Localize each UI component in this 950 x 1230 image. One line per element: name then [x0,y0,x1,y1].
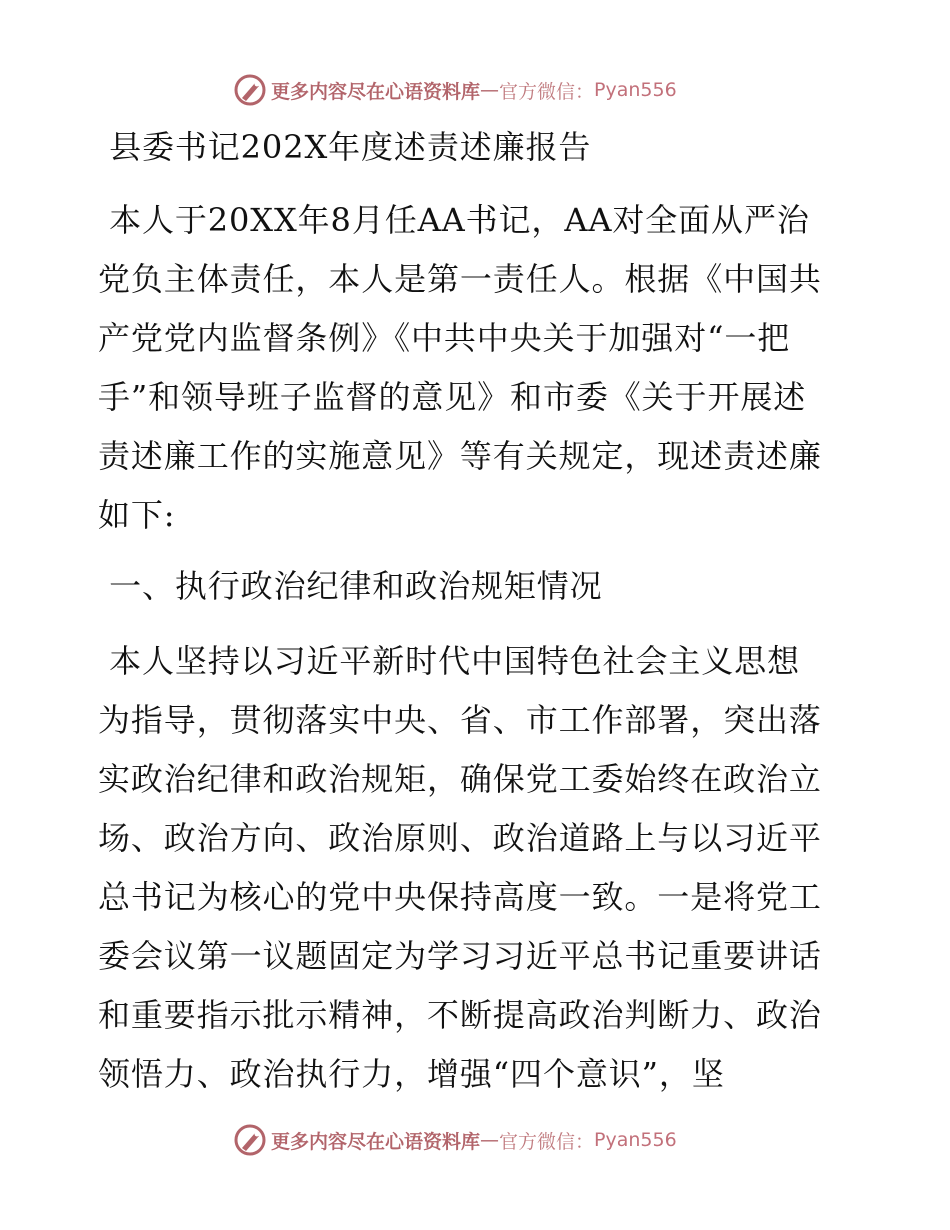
section-heading: 一、执行政治纪律和政治规矩情况 [98,567,603,605]
watermark-site-text: 更多内容尽在心语资料库 [271,1130,481,1153]
paragraph-2-line: 领悟力、政治执行力，增强“四个意识”，坚 [98,1055,725,1093]
watermark-wechat-id: Pyan556 [594,79,677,101]
paragraph-2-line: 为指导，贯彻落实中央、省、市工作部署，突出落 [98,701,822,739]
watermark-header [233,72,677,108]
paragraph-1-line: 产党党内监督条例》《中共中央关于加强对“一把 [98,319,791,357]
paragraph-2-line: 和重要指示批示精神，不断提高政治判断力、政治 [98,996,822,1034]
document-title: 县委书记202X年度述责述廉报告 [98,128,592,166]
paragraph-2-line: 总书记为核心的党中央保持高度一致。一是将党工 [98,878,822,916]
watermark-site-text: 更多内容尽在心语资料库 [271,80,481,103]
paragraph-1-line: 党负主体责任，本人是第一责任人。根据《中国共 [98,260,822,298]
paragraph-2-line: 本人坚持以习近平新时代中国特色社会主义思想 [98,642,800,680]
watermark-dash: — [480,79,500,101]
watermark-dash: — [480,1129,500,1151]
watermark-footer [233,1122,677,1158]
paragraph-2-line: 场、政治方向、政治原则、政治道路上与以习近平 [98,819,822,857]
paragraph-1-line: 本人于20XX年8月任AA书记，AA对全面从严治 [98,201,810,239]
watermark-official-label: 官方微信： [499,1130,595,1153]
pen-logo-icon [233,73,267,107]
paragraph-2-line: 委会议第一议题固定为学习习近平总书记重要讲话 [98,937,822,975]
watermark-official-label: 官方微信： [499,80,595,103]
pen-logo-icon [233,1123,267,1157]
watermark-wechat-id: Pyan556 [594,1129,677,1151]
paragraph-1-line: 如下: [98,496,176,534]
paragraph-2-line: 实政治纪律和政治规矩，确保党工委始终在政治立 [98,760,822,798]
paragraph-1-line: 责述廉工作的实施意见》等有关规定，现述责述廉 [98,437,822,475]
paragraph-1-line: 手”和领导班子监督的意见》和市委《关于开展述 [98,378,807,416]
